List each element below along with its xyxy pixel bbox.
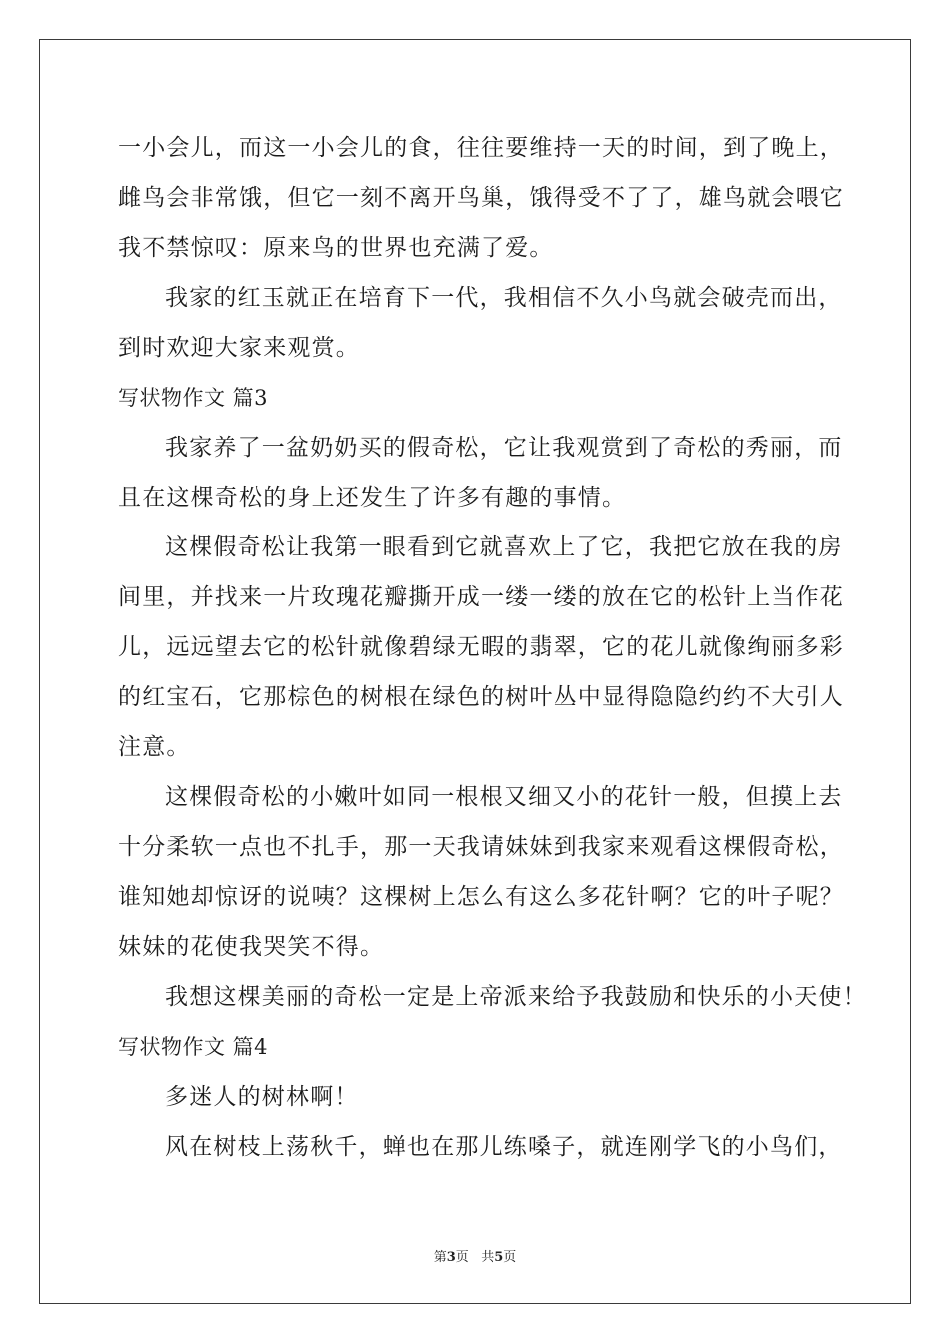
page-footer xyxy=(0,1246,950,1265)
text-line: 十分柔软一点也不扎手，那一天我请妹妹到我家来观看这棵假奇松， xyxy=(118,834,844,860)
total-pages: 5 xyxy=(494,1250,504,1265)
text-line: 我家养了一盆奶奶买的假奇松，它让我观赏到了奇松的秀丽，而 xyxy=(165,435,843,461)
text-line: 到时欢迎大家来观赏。 xyxy=(118,335,360,361)
text-line: 一小会儿，而这一小会儿的食，往往要维持一天的时间，到了晚上， xyxy=(118,135,844,161)
page-prefix: 第 xyxy=(433,1250,447,1265)
text-line: 多迷人的树林啊！ xyxy=(165,1084,359,1110)
text-line: 这棵假奇松的小嫩叶如同一根根又细又小的花针一般，但摸上去 xyxy=(165,784,843,810)
text-line: 风在树枝上荡秋千，蝉也在那儿练嗓子，就连刚学飞的小鸟们， xyxy=(165,1134,843,1160)
total-suffix: 页 xyxy=(503,1250,517,1265)
text-line: 雌鸟会非常饿，但它一刻不离开鸟巢，饿得受不了了，雄鸟就会喂它 xyxy=(118,185,844,211)
page-number: 3 xyxy=(446,1250,456,1265)
text-line: 注意。 xyxy=(118,734,191,760)
text-line: 的红宝石，它那棕色的树根在绿色的树叶丛中显得隐隐约约不大引人 xyxy=(118,684,844,710)
text-line: 且在这棵奇松的身上还发生了许多有趣的事情。 xyxy=(118,485,627,511)
text-line: 我不禁惊叹：原来鸟的世界也充满了爱。 xyxy=(118,235,554,261)
text-line: 妹妹的花使我哭笑不得。 xyxy=(118,934,385,960)
text-line: 谁知她却惊讶的说咦？这棵树上怎么有这么多花针啊？它的叶子呢？ xyxy=(118,884,844,910)
text-line: 我家的红玉就正在培育下一代，我相信不久小鸟就会破壳而出， xyxy=(165,285,843,311)
text-line: 间里，并找来一片玫瑰花瓣撕开成一缕一缕的放在它的松针上当作花 xyxy=(118,584,844,610)
page-border xyxy=(39,39,911,1304)
text-line: 儿，远远望去它的松针就像碧绿无暇的翡翠，它的花儿就像绚丽多彩 xyxy=(118,634,844,660)
text-line: 我想这棵美丽的奇松一定是上帝派来给予我鼓励和快乐的小天使！ xyxy=(165,984,867,1010)
section-heading: 写状物作文 篇4 xyxy=(118,1035,269,1059)
section-heading: 写状物作文 篇3 xyxy=(118,386,269,410)
total-prefix: 共 xyxy=(481,1250,495,1265)
page-suffix: 页 xyxy=(455,1250,469,1265)
text-line: 这棵假奇松让我第一眼看到它就喜欢上了它，我把它放在我的房 xyxy=(165,534,843,560)
